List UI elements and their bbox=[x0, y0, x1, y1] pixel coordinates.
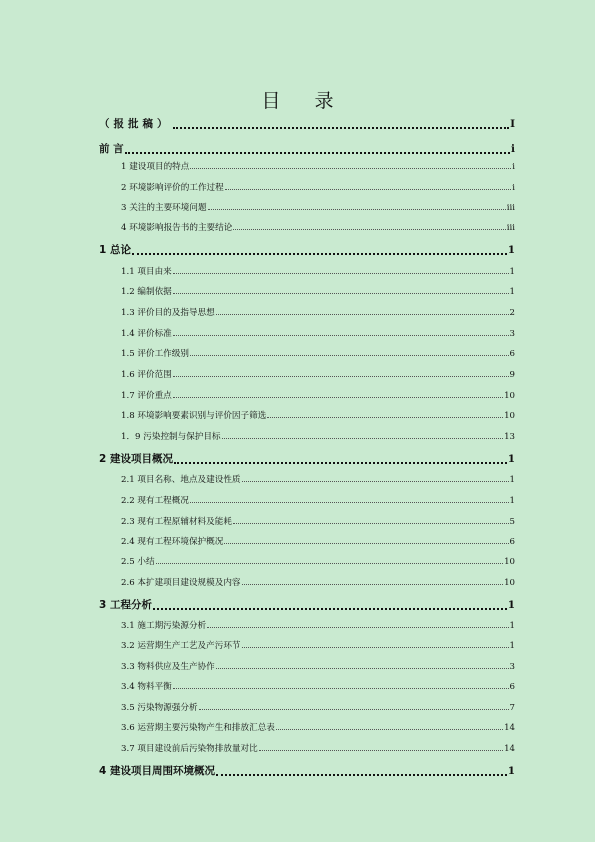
toc-leader-dots bbox=[233, 523, 509, 524]
toc-entry[interactable] bbox=[99, 597, 515, 612]
toc-entry-page: iii bbox=[506, 203, 515, 213]
toc-entry[interactable] bbox=[121, 576, 515, 588]
toc-entry-label: 1 建设项目的特点 bbox=[121, 162, 190, 172]
toc-leader-dots bbox=[173, 376, 509, 377]
toc-entry[interactable] bbox=[121, 389, 515, 401]
toc-entry-page: 6 bbox=[509, 682, 515, 692]
toc-entry-page: 2 bbox=[509, 308, 515, 318]
toc-entry[interactable] bbox=[121, 742, 515, 754]
toc-entry[interactable] bbox=[121, 535, 515, 547]
toc-entry-page: 9 bbox=[509, 370, 515, 380]
toc-entry-label: 3.4 物料平衡 bbox=[121, 682, 172, 692]
toc-leader-dots bbox=[156, 563, 503, 564]
toc-entry[interactable] bbox=[99, 242, 515, 257]
toc-leader-dots bbox=[207, 627, 508, 628]
toc-entry-label: 2.1 项目名称、地点及建设性质 bbox=[121, 475, 241, 485]
toc-entry-page: I bbox=[510, 118, 515, 130]
toc-entry-label: 2.4 现有工程环境保护概况 bbox=[121, 537, 224, 547]
toc-leader-dots bbox=[125, 152, 510, 154]
toc-entry-page: i bbox=[512, 162, 515, 172]
toc-entry-page: 3 bbox=[509, 329, 515, 339]
toc-entry-label: 1.3 评价目的及指导思想 bbox=[121, 308, 215, 318]
toc-leader-dots bbox=[242, 647, 509, 648]
toc-entry-page: 1 bbox=[507, 765, 515, 777]
toc-leader-dots bbox=[173, 397, 503, 398]
toc-leader-dots bbox=[173, 335, 509, 336]
toc-entry-page: 10 bbox=[504, 391, 515, 401]
toc-leader-dots bbox=[173, 688, 509, 689]
toc-entry-label: 3 关注的主要环境问题 bbox=[121, 203, 207, 213]
toc-entry-label: 1.4 评价标准 bbox=[121, 329, 172, 339]
toc-leader-dots bbox=[222, 438, 503, 439]
toc-entry-label: （报批稿） bbox=[99, 118, 172, 130]
toc-entry-label: 1.2 编制依据 bbox=[121, 287, 172, 297]
toc-leader-dots bbox=[216, 774, 507, 776]
toc-leader-dots bbox=[276, 729, 503, 730]
toc-entry-page: 10 bbox=[504, 578, 515, 588]
toc-leader-dots bbox=[216, 668, 509, 669]
toc-leader-dots bbox=[132, 253, 507, 255]
toc-entry[interactable] bbox=[121, 181, 515, 193]
toc-entry[interactable] bbox=[121, 555, 515, 567]
toc-entry-page: 1 bbox=[507, 599, 515, 611]
toc-entry-label: 2.5 小结 bbox=[121, 557, 155, 567]
toc-entry-page: i bbox=[511, 143, 515, 155]
toc-leader-dots bbox=[259, 750, 503, 751]
toc-entry-page: iii bbox=[506, 223, 515, 233]
toc-entry[interactable] bbox=[121, 639, 515, 651]
toc-leader-dots bbox=[190, 502, 509, 503]
toc-entry-label: 1.8 环境影响要素识别与评价因子筛选 bbox=[121, 411, 267, 421]
toc-entry-label: 1 总论 bbox=[99, 244, 131, 256]
toc-entry-page: 13 bbox=[504, 432, 515, 442]
toc-entry-label: 前 言 bbox=[99, 143, 124, 155]
toc-entry-label: 2.3 现有工程原辅材料及能耗 bbox=[121, 517, 232, 527]
toc-entry[interactable] bbox=[99, 763, 515, 778]
toc-entry[interactable] bbox=[121, 660, 515, 672]
toc-entry-page: 5 bbox=[509, 517, 515, 527]
toc-entry-page: 1 bbox=[509, 496, 515, 506]
toc-entry-page: 7 bbox=[509, 703, 515, 713]
toc-entry-label: 2 建设项目概况 bbox=[99, 453, 173, 465]
toc-leader-dots bbox=[190, 168, 511, 169]
toc-entry-page: 1 bbox=[509, 641, 515, 651]
toc-entry-page: 10 bbox=[504, 557, 515, 567]
toc-entry-page: 1 bbox=[509, 267, 515, 277]
toc-entry-page: 14 bbox=[504, 723, 515, 733]
toc-entry-label: 1.7 评价重点 bbox=[121, 391, 172, 401]
toc-entry[interactable] bbox=[121, 160, 515, 172]
toc-entry-page: 1 bbox=[507, 453, 515, 465]
toc-entry-page: 10 bbox=[504, 411, 515, 421]
toc-entry[interactable] bbox=[121, 327, 515, 339]
toc-leader-dots bbox=[242, 481, 509, 482]
toc-leader-dots bbox=[174, 462, 507, 464]
toc-entry-label: 1.1 项目由来 bbox=[121, 267, 172, 277]
toc-entry-label: 3 工程分析 bbox=[99, 599, 152, 611]
toc-leader-dots bbox=[199, 709, 509, 710]
toc-entry[interactable] bbox=[121, 473, 515, 485]
toc-entry-label: 2.6 本扩建项目建设规模及内容 bbox=[121, 578, 241, 588]
toc-leader-dots bbox=[173, 273, 509, 274]
toc-entry-label: 1.6 评价范围 bbox=[121, 370, 172, 380]
toc-entry-label: 2 环境影响评价的工作过程 bbox=[121, 183, 224, 193]
toc-entry-label: 4 环境影响报告书的主要结论 bbox=[121, 223, 233, 233]
toc-leader-dots bbox=[224, 543, 508, 544]
toc-entry[interactable] bbox=[99, 116, 515, 131]
toc-entry-page: 14 bbox=[504, 744, 515, 754]
toc-entry[interactable] bbox=[121, 265, 515, 277]
toc-leader-dots bbox=[216, 314, 509, 315]
toc-entry-label: 3.3 物料供应及生产协作 bbox=[121, 662, 215, 672]
toc-entry-label: 3.2 运营期生产工艺及产污环节 bbox=[121, 641, 241, 651]
toc-entry[interactable] bbox=[121, 680, 515, 692]
toc-entry[interactable] bbox=[121, 721, 515, 733]
toc-entry-label: 4 建设项目周围环境概况 bbox=[99, 765, 215, 777]
toc-entry-label: 1.5 评价工作级别 bbox=[121, 349, 189, 359]
toc-entry-page: 1 bbox=[509, 621, 515, 631]
toc-title: 目 录 bbox=[261, 90, 348, 112]
toc-entry-label: 3.6 运营期主要污染物产生和排放汇总表 bbox=[121, 723, 275, 733]
toc-leader-dots bbox=[190, 355, 509, 356]
toc-entry[interactable] bbox=[121, 368, 515, 380]
toc-leader-dots bbox=[153, 608, 507, 610]
toc-entry-page: 1 bbox=[509, 475, 515, 485]
toc-entry[interactable] bbox=[121, 430, 515, 442]
toc-entry[interactable] bbox=[121, 306, 515, 318]
toc-entry-page: 1 bbox=[509, 287, 515, 297]
toc-entry[interactable] bbox=[121, 347, 515, 359]
toc-entry[interactable] bbox=[121, 619, 515, 631]
toc-leader-dots bbox=[208, 209, 506, 210]
toc-leader-dots bbox=[233, 229, 505, 230]
toc-leader-dots bbox=[242, 584, 504, 585]
toc-entry-page: 6 bbox=[509, 349, 515, 359]
toc-leader-dots bbox=[173, 293, 509, 294]
toc-entry-label: 1．9 污染控制与保护目标 bbox=[121, 432, 221, 442]
toc-leader-dots bbox=[225, 189, 512, 190]
toc-entry[interactable] bbox=[99, 141, 515, 156]
toc-entry-label: 3.1 施工期污染源分析 bbox=[121, 621, 207, 631]
toc-entry-page: 3 bbox=[509, 662, 515, 672]
toc-entry[interactable] bbox=[121, 201, 515, 213]
toc-entry[interactable] bbox=[121, 221, 515, 233]
toc-entry-label: 2.2 现有工程概况 bbox=[121, 496, 189, 506]
toc-entry[interactable] bbox=[121, 494, 515, 506]
toc-entry-label: 3.7 项目建设前后污染物排放量对比 bbox=[121, 744, 258, 754]
toc-entry[interactable] bbox=[121, 515, 515, 527]
toc-entry[interactable] bbox=[121, 701, 515, 713]
toc-entry[interactable] bbox=[121, 285, 515, 297]
toc-entry-page: 1 bbox=[507, 244, 515, 256]
toc-entry-page: 6 bbox=[509, 537, 515, 547]
toc-entry-label: 3.5 污染物源强分析 bbox=[121, 703, 198, 713]
toc-entry-page: i bbox=[512, 183, 515, 193]
toc-leader-dots bbox=[173, 127, 510, 129]
toc-entry[interactable] bbox=[121, 409, 515, 421]
toc-entry[interactable] bbox=[99, 451, 515, 466]
toc-leader-dots bbox=[267, 417, 503, 418]
